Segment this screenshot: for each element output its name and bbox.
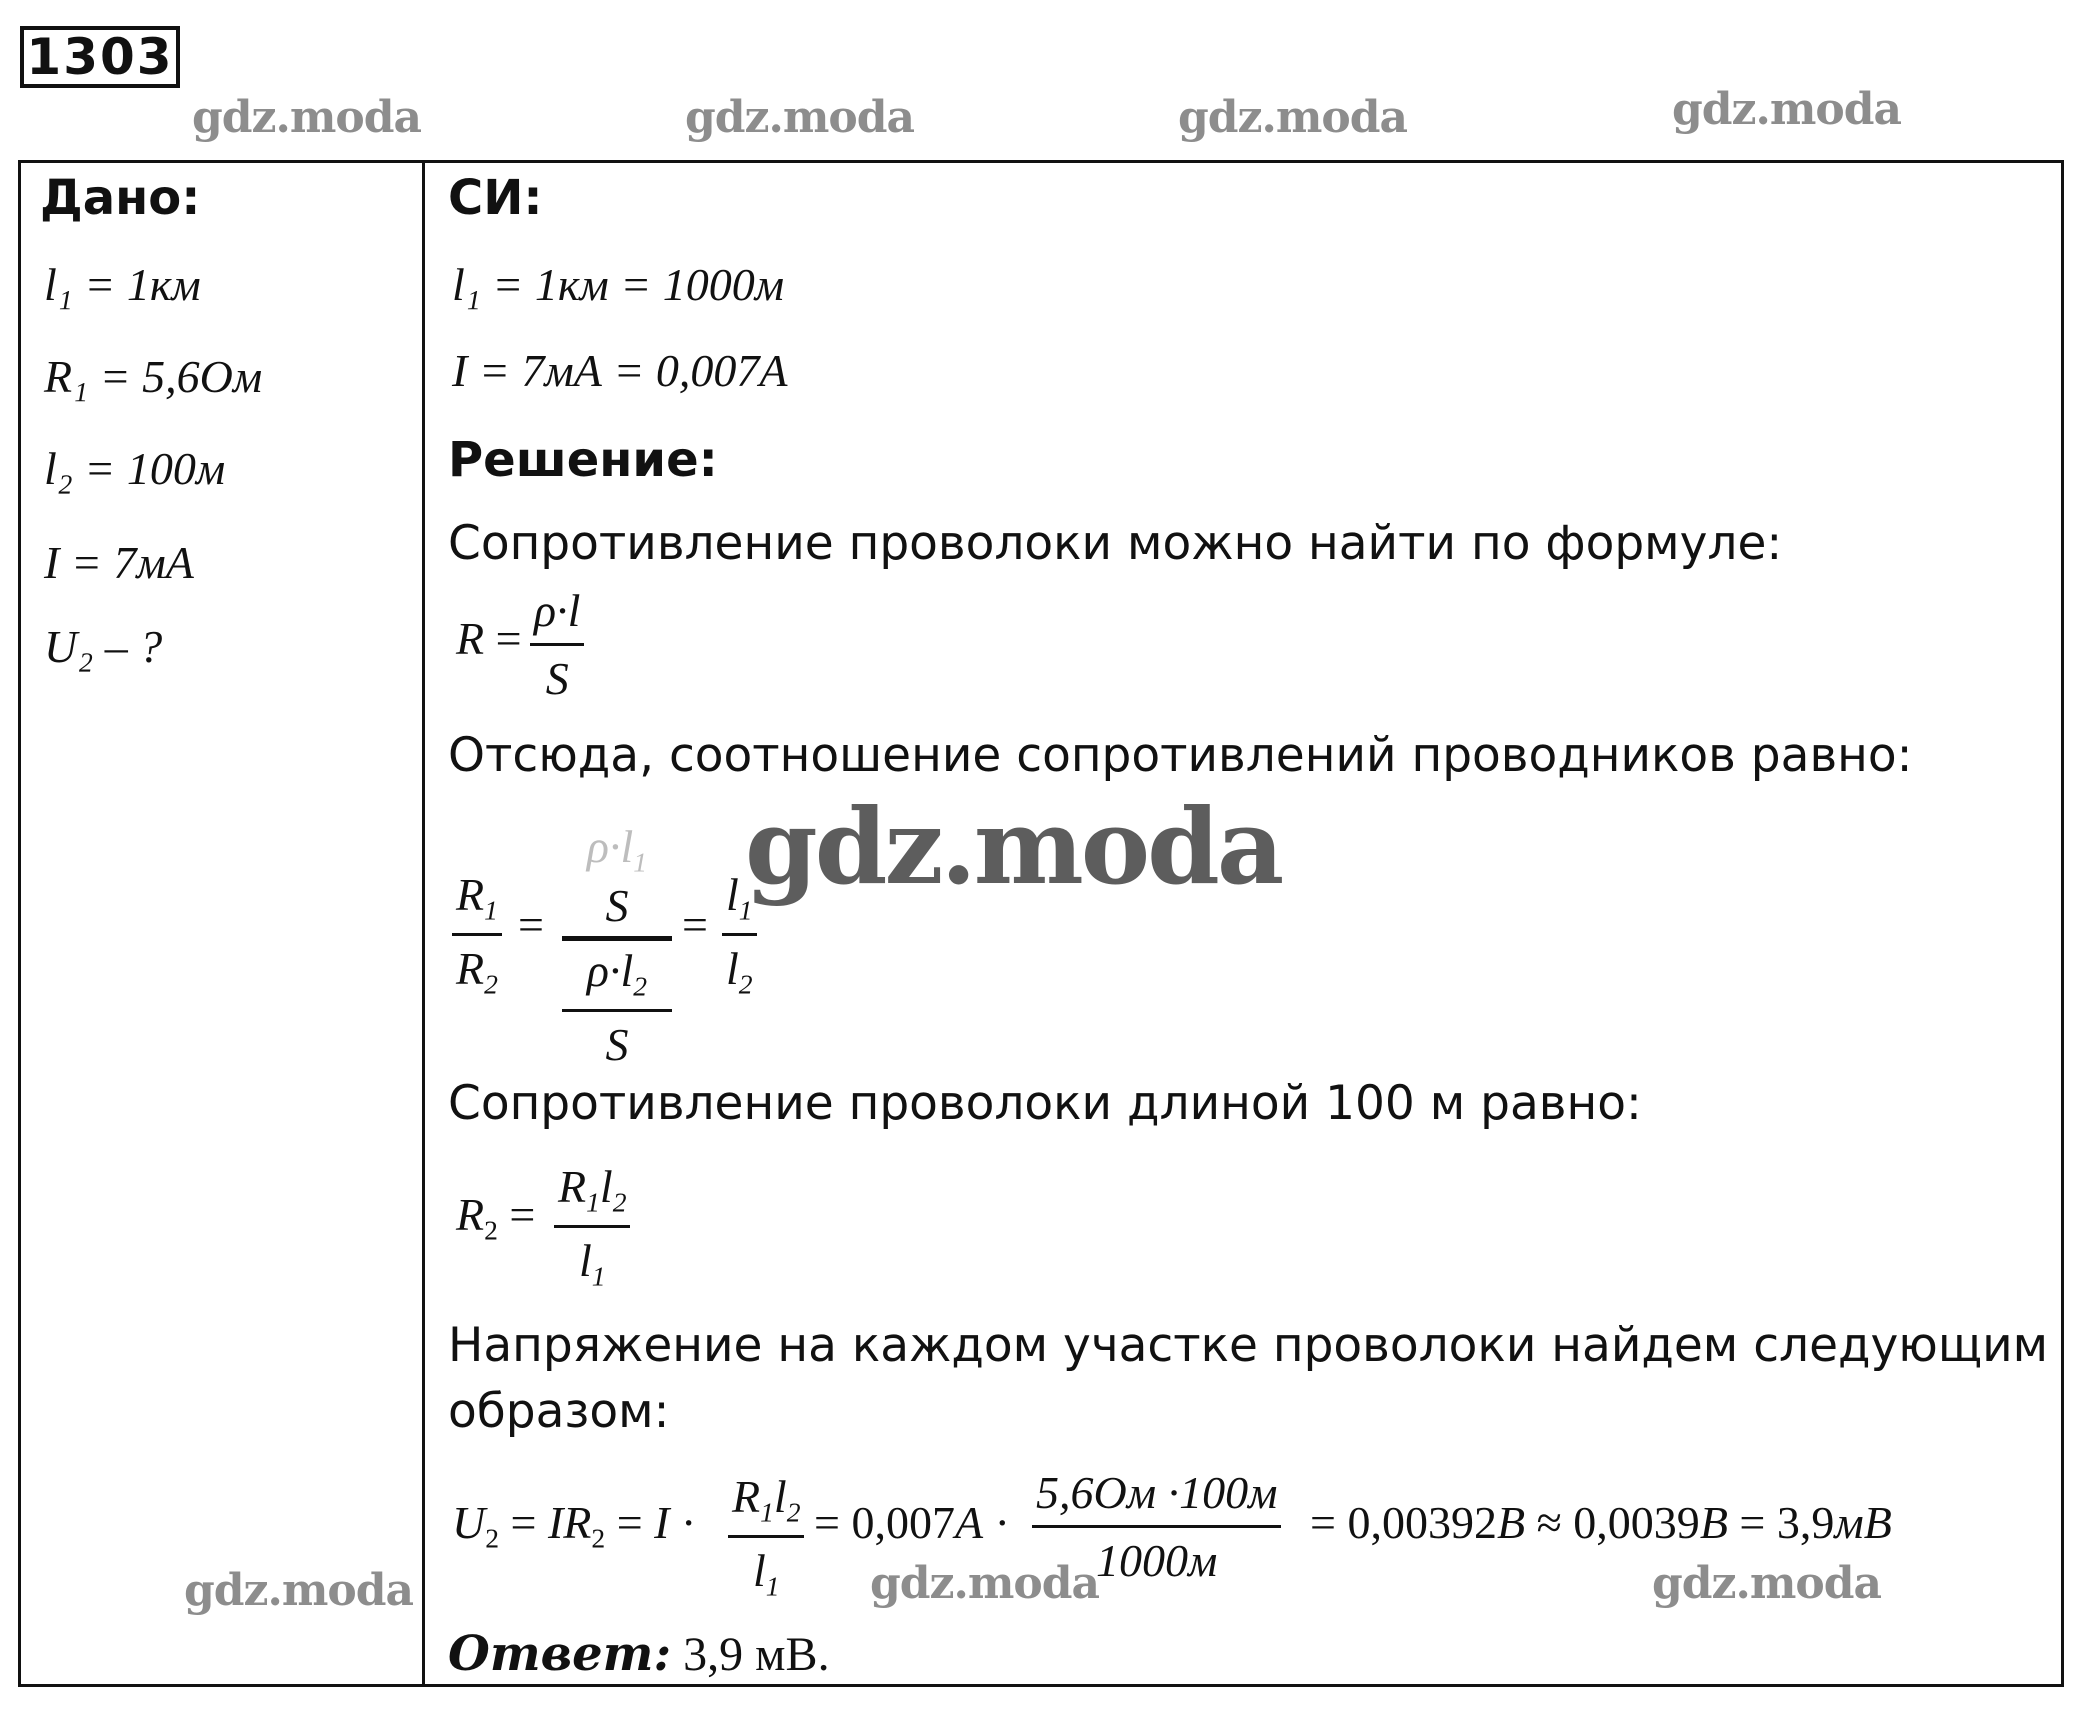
given-heading: Дано:	[40, 170, 201, 226]
solution-text-4-line-1: Напряжение на каждом участке проволоки найдем следующим	[448, 1318, 2049, 1373]
problem-number: 1303	[20, 26, 180, 88]
si-I: I = 7мА = 0,007А	[452, 345, 788, 396]
solution-text-2: Отсюда, соотношение сопротивлений проводников равно:	[448, 728, 1913, 783]
watermark: gdz.moda	[1652, 1558, 1882, 1609]
given-R1: R₁ = 5,6Ом	[44, 351, 263, 402]
solution-table	[18, 160, 2064, 1687]
watermark: gdz.moda	[1672, 84, 1902, 135]
answer-value: 3,9 мВ.	[683, 1628, 830, 1681]
si-l1: l₁ = 1км = 1000м	[452, 259, 785, 310]
column-divider	[422, 160, 425, 1687]
solution-text-3: Сопротивление проволоки длиной 100 м равно:	[448, 1076, 1642, 1131]
answer-label: Ответ:	[448, 1626, 672, 1682]
given-I: I = 7мА	[44, 537, 194, 588]
watermark-large: gdz.moda	[745, 785, 1282, 908]
watermark: gdz.moda	[870, 1558, 1100, 1609]
given-l2: l₂ = 100м	[44, 443, 226, 494]
watermark: gdz.moda	[184, 1565, 414, 1616]
solution-heading: Решение:	[448, 432, 718, 488]
watermark: gdz.moda	[1178, 92, 1408, 143]
si-heading: СИ:	[448, 170, 543, 226]
solution-text-1: Сопротивление проволоки можно найти по формуле:	[448, 516, 1783, 571]
solution-text-4-line-2: образом:	[448, 1384, 670, 1439]
given-unknown: U₂ – ?	[44, 621, 163, 672]
watermark: gdz.moda	[192, 92, 422, 143]
watermark: gdz.moda	[685, 92, 915, 143]
given-l1: l₁ = 1км	[44, 259, 201, 310]
answer	[448, 1626, 830, 1682]
